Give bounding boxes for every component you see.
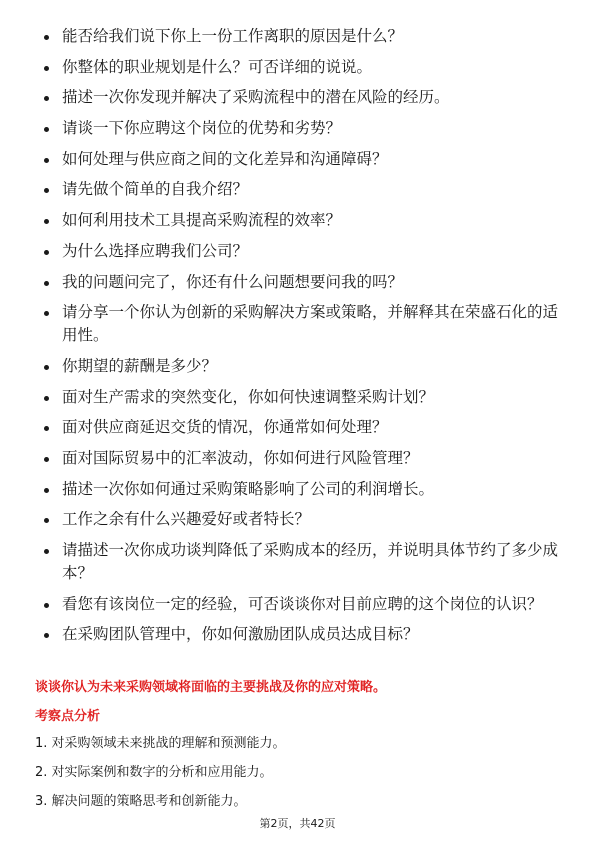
question-text: 你期望的薪酬是多少？ [62, 356, 218, 375]
question-text: 描述一次你发现并解决了采购流程中的潜在风险的经历。 [62, 88, 450, 107]
question-text: 请先做个简单的自我介绍？ [62, 180, 249, 199]
bullet-icon [44, 365, 49, 370]
bullet-icon [44, 281, 49, 286]
bullet-icon [44, 188, 49, 193]
list-item [44, 56, 564, 79]
bullet-icon [44, 518, 49, 523]
question-text: 面对生产需求的突然变化，你如何快速调整采购计划？ [62, 387, 435, 406]
question-text: 请描述一次你成功谈判降低了采购成本的经历，并说明具体节约了多少成本？ [62, 541, 559, 582]
question-text: 我的问题问完了，你还有什么问题想要问我的吗？ [62, 272, 404, 291]
question-text: 描述一次你如何通过采购策略影响了公司的利润增长。 [62, 479, 435, 498]
list-item [44, 539, 564, 585]
question-text: 请谈一下你应聘这个岗位的优势和劣势？ [62, 119, 342, 138]
list-item [44, 623, 564, 646]
list-item [44, 508, 564, 531]
question-text: 如何利用技术工具提高采购流程的效率？ [62, 211, 342, 230]
bullet-icon [44, 219, 49, 224]
list-item [44, 178, 564, 201]
list-item [44, 86, 564, 109]
bullet-icon [44, 457, 49, 462]
bullet-icon [44, 35, 49, 40]
analysis-title: 考察点分析 [35, 709, 101, 724]
question-text: 请分享一个你认为创新的采购解决方案或策略，并解释其在荣盛石化的适用性。 [62, 303, 559, 345]
list-item [44, 209, 564, 232]
list-item [44, 117, 564, 140]
list-item [44, 25, 564, 48]
list-item [44, 593, 564, 616]
bullet-icon [44, 311, 49, 316]
highlighted-question: 谈谈你认为未来采购领域将面临的主要挑战及你的应对策略。 [35, 680, 387, 695]
list-item [44, 478, 564, 501]
bullet-icon [44, 250, 49, 255]
question-text: 面对国际贸易中的汇率波动，你如何进行风险管理？ [62, 448, 419, 467]
bullet-icon [44, 488, 49, 493]
list-item [44, 271, 564, 294]
list-item: 1. 对采购领域未来挑战的理解和预测能力。 [35, 736, 286, 751]
bullet-icon [44, 127, 49, 132]
list-item [44, 386, 564, 409]
list-item [44, 148, 564, 171]
list-item [44, 301, 564, 347]
bullet-icon [44, 396, 49, 401]
question-list [44, 25, 564, 654]
page-number: 第2页，共42页 [259, 817, 336, 830]
bullet-icon [44, 158, 49, 163]
question-text: 为什么选择应聘我们公司？ [62, 241, 249, 260]
list-item: 2. 对实际案例和数字的分析和应用能力。 [35, 765, 273, 780]
question-text: 工作之余有什么兴趣爱好或者特长？ [62, 510, 311, 529]
bullet-icon [44, 66, 49, 71]
question-text: 在采购团队管理中，你如何激励团队成员达成目标？ [62, 625, 419, 644]
bullet-icon [44, 549, 49, 554]
list-item [44, 447, 564, 470]
list-item [44, 355, 564, 378]
question-text: 看您有该岗位一定的经验，可否谈谈你对目前应聘的这个岗位的认识？ [62, 594, 543, 613]
question-text: 如何处理与供应商之间的文化差异和沟通障碍？ [62, 149, 388, 168]
bullet-icon [44, 603, 49, 608]
analysis-list [35, 734, 555, 821]
question-text: 能否给我们说下你上一份工作离职的原因是什么？ [62, 27, 404, 45]
list-item: 3. 解决问题的策略思考和创新能力。 [35, 794, 247, 809]
list-item [44, 240, 564, 263]
bullet-icon [44, 633, 49, 638]
question-text: 你整体的职业规划是什么？可否详细的说说。 [62, 57, 373, 76]
bullet-icon [44, 96, 49, 101]
list-item [44, 416, 564, 439]
bullet-icon [44, 426, 49, 431]
question-text: 面对供应商延迟交货的情况，你通常如何处理？ [62, 418, 388, 437]
